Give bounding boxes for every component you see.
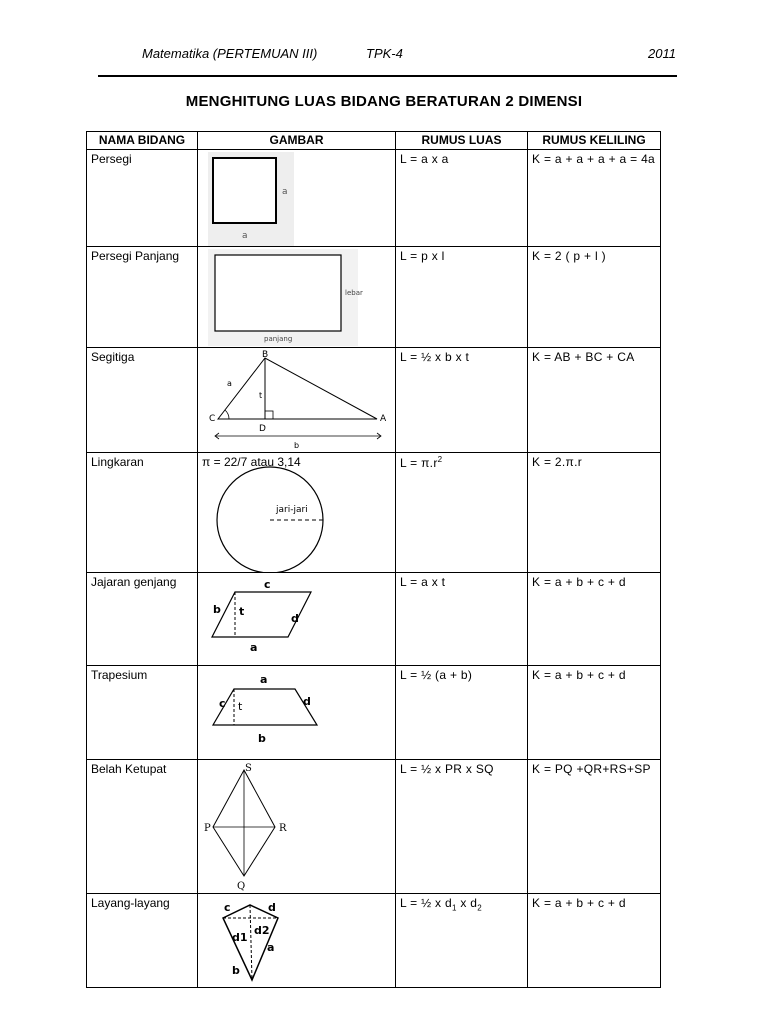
side-a-label: a: [267, 941, 275, 954]
square-bottom-label: a: [242, 231, 248, 241]
table-row: [87, 894, 661, 988]
shape-picture: [198, 453, 396, 573]
side-d-label: d: [303, 695, 311, 708]
area-formula: [396, 453, 528, 573]
shape-picture: [198, 348, 396, 453]
triangle-shape: [218, 358, 377, 419]
side-d-label: d: [291, 612, 299, 625]
shape-picture: [198, 150, 396, 247]
shape-picture: [198, 573, 396, 666]
shape-name: Jajaran genjang: [87, 573, 198, 666]
base-b-label: b: [294, 441, 300, 450]
rectangle-length-label: panjang: [264, 335, 293, 343]
perimeter-formula: K = PQ +QR+RS+SP: [528, 760, 661, 894]
table-row: [87, 666, 661, 760]
side-d-label: d: [268, 901, 276, 914]
diagonal-d2-label: d2: [254, 924, 270, 937]
kite-diagram: [198, 894, 395, 987]
side-c-label: c: [224, 901, 231, 914]
shape-name: Segitiga: [87, 348, 198, 453]
height-t-label: t: [238, 700, 243, 713]
table-row: [87, 247, 661, 348]
area-formula-main: L = π.r: [400, 456, 438, 470]
header-code: TPK-4: [366, 46, 403, 61]
header-perimeter: RUMUS KELILING: [528, 132, 661, 150]
table-row: [87, 453, 661, 573]
rectangle-diagram: [198, 247, 395, 347]
side-c-label: c: [219, 697, 226, 710]
vertex-P-label: P: [204, 823, 211, 834]
square-diagram: [198, 150, 395, 246]
header-name: NAMA BIDANG: [87, 132, 198, 150]
pi-note: π = 22/7 atau 3,14: [202, 455, 301, 469]
rectangle-shape: [215, 255, 341, 331]
header-picture: GAMBAR: [198, 132, 396, 150]
header-area: RUMUS LUAS: [396, 132, 528, 150]
area-formula: L = p x l: [396, 247, 528, 348]
shape-name: Belah Ketupat: [87, 760, 198, 894]
right-angle-mark: [265, 411, 273, 419]
rhombus-diagram: [198, 760, 395, 893]
shape-picture: [198, 760, 396, 894]
shape-name: Trapesium: [87, 666, 198, 760]
table-row: [87, 348, 661, 453]
area-formula: L = ½ x PR x SQ: [396, 760, 528, 894]
vertex-B-label: B: [262, 350, 269, 360]
area-formula-sub2: 2: [477, 903, 483, 913]
radius-label: jari-jari: [276, 505, 308, 515]
area-formula: L = a x t: [396, 573, 528, 666]
diagonal-d1: [250, 905, 252, 980]
shape-picture: [198, 894, 396, 988]
side-b-label: b: [232, 964, 240, 977]
area-formula-part1: L = ½ x d: [400, 896, 452, 910]
shapes-table: [86, 131, 661, 988]
shape-name: Persegi: [87, 150, 198, 247]
vertex-C-label: C: [209, 414, 216, 424]
area-formula: L = ½ x b x t: [396, 348, 528, 453]
table-header-row: [87, 132, 661, 150]
side-a-label: a: [227, 379, 232, 388]
area-formula-exponent: 2: [437, 455, 443, 464]
header-subject: Matematika (PERTEMUAN III): [142, 46, 318, 61]
document-title: MENGHITUNG LUAS BIDANG BERATURAN 2 DIMENSI: [185, 93, 583, 110]
shape-picture: [198, 666, 396, 760]
header-rule: [98, 75, 677, 77]
perimeter-formula: K = a + b + c + d: [528, 666, 661, 760]
area-formula-sub1: 1: [451, 903, 457, 913]
side-a-label: a: [250, 641, 258, 654]
parallelogram-diagram: [198, 573, 395, 665]
side-c-label: c: [264, 578, 271, 591]
perimeter-formula: K = AB + BC + CA: [528, 348, 661, 453]
shape-name: Lingkaran: [87, 453, 198, 573]
area-formula: [396, 894, 528, 988]
table-row: [87, 150, 661, 247]
area-formula: L = a x a: [396, 150, 528, 247]
area-formula: L = ½ (a + b): [396, 666, 528, 760]
trapezoid-shape: [213, 689, 317, 725]
shape-name: Layang-layang: [87, 894, 198, 988]
diagonal-d1-label: d1: [232, 931, 248, 944]
point-D-label: D: [259, 424, 266, 434]
square-shape: [213, 158, 276, 223]
height-t-label: t: [239, 605, 245, 618]
header-year: 2011: [648, 46, 676, 61]
shape-name: Persegi Panjang: [87, 247, 198, 348]
table-row: [87, 573, 661, 666]
square-side-label: a: [282, 187, 288, 197]
shape-picture: [198, 247, 396, 348]
perimeter-formula: K = 2.π.r: [528, 453, 661, 573]
vertex-S-label: S: [245, 763, 252, 774]
perimeter-formula: K = a + b + c + d: [528, 573, 661, 666]
side-b-label: b: [213, 603, 221, 616]
vertex-A-label: A: [380, 414, 387, 424]
rectangle-width-label: lebar: [345, 289, 363, 297]
height-t-label: t: [259, 391, 263, 400]
circle-diagram: [198, 453, 395, 572]
vertex-Q-label: Q: [237, 881, 246, 892]
perimeter-formula: K = a + a + a + a = 4a: [528, 150, 661, 247]
triangle-diagram: [198, 348, 395, 452]
perimeter-formula: K = 2 ( p + l ): [528, 247, 661, 348]
vertex-R-label: R: [279, 823, 287, 834]
table-row: [87, 760, 661, 894]
perimeter-formula: K = a + b + c + d: [528, 894, 661, 988]
area-formula-part2: x d: [456, 896, 478, 910]
trapezoid-diagram: [198, 666, 395, 759]
angle-arc: [225, 410, 229, 419]
side-b-label: b: [258, 732, 266, 745]
page-header: [100, 46, 676, 66]
side-a-label: a: [260, 673, 268, 686]
